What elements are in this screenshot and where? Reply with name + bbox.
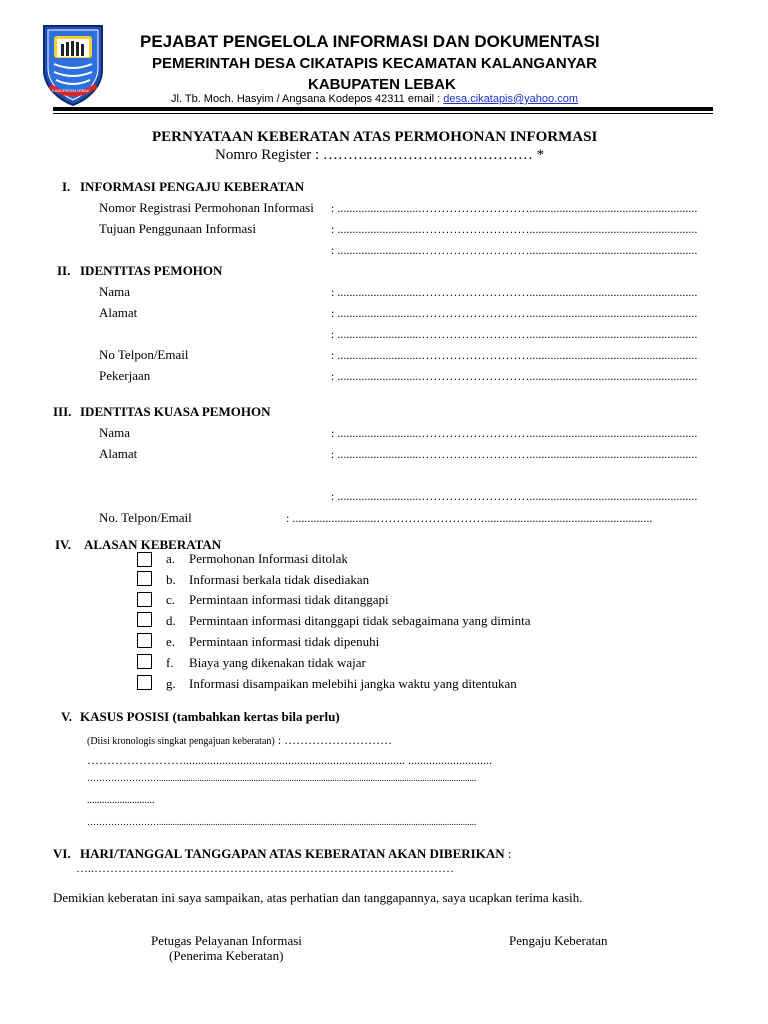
signature-officer-title: Petugas Pelayanan Informasi — [151, 933, 302, 948]
header-line-1: PEJABAT PENGELOLA INFORMASI DAN DOKUMENTASI — [140, 32, 600, 51]
section-3-number: III. — [53, 404, 72, 419]
field-input-phone-email[interactable]: : ............................………………………........................................................ — [331, 348, 698, 362]
case-line-3[interactable]: ........................... — [87, 795, 155, 806]
option-b-text: Informasi berkala tidak disediakan — [189, 572, 370, 587]
signature-applicant-title: Pengaju Keberatan — [509, 933, 608, 948]
crest-emblem — [40, 22, 106, 106]
field-label-proxy-name: Nama — [99, 425, 131, 440]
field-input-purpose[interactable]: : ............................………………………........................................................ — [331, 222, 698, 236]
option-f-text: Biaya yang dikenakan tidak wajar — [189, 655, 366, 670]
checkbox-option-b[interactable] — [137, 571, 152, 586]
field-input-registration-number[interactable]: : ............................………………………........................................................ — [331, 201, 698, 215]
section-6-title: HARI/TANGGAL TANGGAPAN ATAS KEBERATAN AKAN DIBERIKAN — [80, 846, 505, 861]
option-d-letter: d. — [166, 613, 176, 628]
field-input-proxy-phone-email[interactable]: : ............................………………………........................................................ — [286, 511, 653, 525]
case-line-2[interactable]: ……………………............................................................................................................................................. — [87, 773, 477, 783]
response-date-fill[interactable]: …..……………………………………………………………………………… — [76, 861, 454, 875]
section-6-number: VI. — [53, 846, 71, 861]
address-text: Jl. Tb. Moch. Hasyim / Angsana Kodepos 42311 email : — [171, 93, 444, 105]
header-address — [171, 93, 578, 105]
section-1-title: INFORMASI PENGAJU KEBERATAN — [80, 179, 305, 194]
field-input-proxy-address-continued[interactable]: : ............................………………………........................................................ — [331, 489, 698, 503]
header-line-2: PEMERINTAH DESA CIKATAPIS KECAMATAN KALANGANYAR — [152, 55, 598, 72]
field-input-address[interactable]: : ............................………………………........................................................ — [331, 306, 698, 320]
field-input-proxy-address[interactable]: : ............................………………………........................................................ — [331, 447, 698, 461]
checkbox-option-f[interactable] — [137, 654, 152, 669]
register-number: Nomro Register : …………………………………… * — [215, 147, 545, 163]
option-c-letter: c. — [166, 592, 176, 607]
option-b-letter: b. — [166, 572, 176, 587]
field-input-name[interactable]: : ............................………………………........................................................ — [331, 285, 698, 299]
case-hint-fill: : ……………………… — [274, 733, 393, 747]
option-a-text: Permohonan Informasi ditolak — [189, 551, 348, 566]
field-label-occupation: Pekerjaan — [99, 368, 151, 383]
section-2-number: II. — [57, 263, 71, 278]
field-input-proxy-name[interactable]: : ............................………………………........................................................ — [331, 426, 698, 440]
field-label-address: Alamat — [99, 305, 138, 320]
option-e-letter: e. — [166, 634, 176, 649]
closing-statement: Demikian keberatan ini saya sampaikan, atas perhatian dan tanggapannya, saya ucapkan terima kasih. — [53, 890, 583, 905]
section-3-title: IDENTITAS KUASA PEMOHON — [80, 404, 271, 419]
option-g-text: Informasi disampaikan melebihi jangka waktu yang ditentukan — [189, 676, 517, 691]
field-input-purpose-continued[interactable]: : ............................………………………........................................................ — [331, 243, 698, 257]
header-rule-thick — [53, 107, 713, 111]
section-6-heading — [80, 846, 511, 862]
field-label-name: Nama — [99, 284, 131, 299]
signature-officer-role: (Penerima Keberatan) — [169, 948, 284, 963]
case-line-1[interactable]: …………………….......................................................................... ............................ — [87, 753, 492, 767]
logo — [40, 22, 106, 106]
section-4-number: IV. — [55, 537, 72, 552]
case-hint — [87, 731, 392, 749]
section-5-number: V. — [61, 709, 72, 724]
field-label-proxy-phone-email: No. Telpon/Email — [99, 510, 192, 525]
header-line-3: KABUPATEN LEBAK — [308, 76, 456, 93]
field-label-proxy-address: Alamat — [99, 446, 138, 461]
case-hint-text: (Diisi kronologis singkat pengajuan keberatan) — [87, 736, 275, 747]
section-2-title: IDENTITAS PEMOHON — [80, 263, 223, 278]
checkbox-option-g[interactable] — [137, 675, 152, 690]
section-4-title: ALASAN KEBERATAN — [84, 537, 222, 552]
checkbox-option-a[interactable] — [137, 552, 152, 567]
field-label-phone-email: No Telpon/Email — [99, 347, 189, 362]
option-e-text: Permintaan informasi tidak dipenuhi — [189, 634, 380, 649]
option-d-text: Permintaan informasi ditanggapi tidak sebagaimana yang diminta — [189, 613, 531, 628]
section-6-colon: : — [504, 846, 512, 861]
section-5-title: KASUS POSISI (tambahkan kertas bila perlu) — [80, 709, 340, 724]
field-label-purpose: Tujuan Penggunaan Informasi — [99, 221, 256, 236]
email-link[interactable]: desa.cikatapis@yahoo.com — [443, 93, 578, 105]
option-g-letter: g. — [166, 676, 176, 691]
form-title: PERNYATAAN KEBERATAN ATAS PERMOHONAN INFORMASI — [152, 129, 598, 145]
case-line-4[interactable]: ……………………............................................................................................................................................. — [87, 817, 477, 827]
field-input-address-continued[interactable]: : ............................………………………........................................................ — [331, 327, 698, 341]
option-c-text: Permintaan informasi tidak ditanggapi — [189, 592, 389, 607]
option-f-letter: f. — [166, 655, 174, 670]
logo-caption: KABUPATEN LEBAK — [52, 88, 90, 93]
checkbox-option-d[interactable] — [137, 612, 152, 627]
section-1-number: I. — [62, 179, 71, 194]
field-label-registration-number: Nomor Registrasi Permohonan Informasi — [99, 200, 314, 215]
option-a-letter: a. — [166, 551, 176, 566]
field-input-occupation[interactable]: : ............................………………………........................................................ — [331, 369, 698, 383]
checkbox-option-c[interactable] — [137, 592, 152, 607]
header-rule-thin — [53, 113, 713, 114]
checkbox-option-e[interactable] — [137, 633, 152, 648]
